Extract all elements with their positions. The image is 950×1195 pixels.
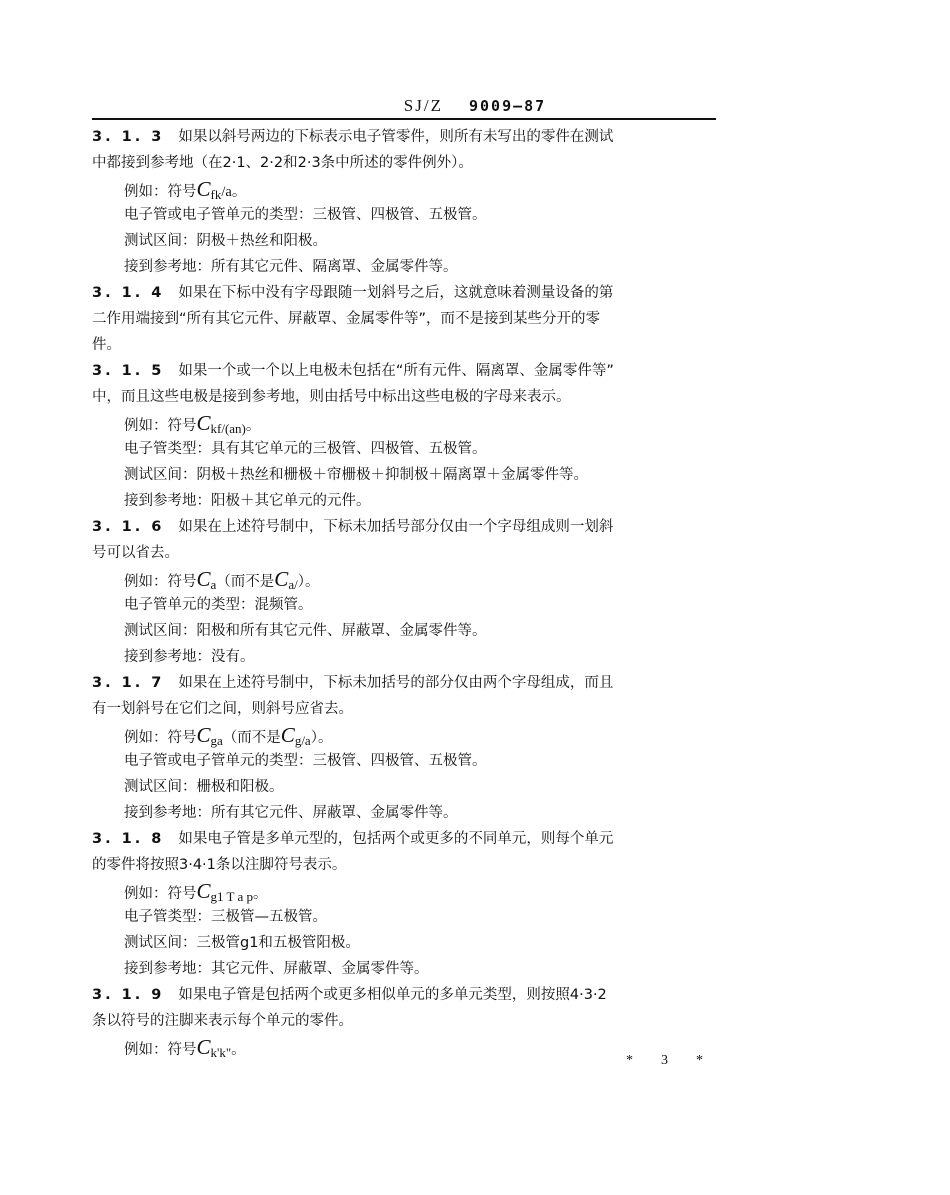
paragraph-line: 中，而且这些电极是接到参考地，则由括号中标出这些电极的字母来表示。	[92, 389, 571, 405]
clause-3-1-8	[92, 826, 716, 852]
test-range-line: 测试区间：阴极＋热丝和栅极＋帘栅极＋抑制极＋隔离罩＋金属零件等。	[124, 467, 588, 483]
symbol-alt: C	[274, 567, 289, 591]
test-range-line: 测试区间：三极管g1和五极管阳极。	[124, 935, 360, 951]
page-footer	[612, 1053, 717, 1069]
symbol-alt-subscript: a/	[288, 577, 298, 592]
example-label: 例如：符号	[124, 184, 197, 200]
example-line	[92, 566, 716, 592]
clause-3-1-6	[92, 514, 716, 540]
example-suffix: /a。	[221, 184, 247, 200]
example-note: （而不是	[222, 730, 281, 746]
standard-prefix: SJ/Z	[403, 96, 443, 115]
clause-text: 如果在上述符号制中，下标未加括号的部分仅由两个字母组成，而且	[178, 675, 614, 691]
symbol-subscript: ga	[210, 733, 223, 748]
clause-3-1-3	[92, 124, 716, 150]
example-suffix: 。	[253, 886, 268, 902]
paragraph-line: 件。	[92, 337, 121, 353]
standard-code: 9009—87	[468, 97, 547, 115]
example-label: 例如：符号	[124, 574, 197, 590]
tube-type-line: 电子管类型：具有其它单元的三极管、四极管、五极管。	[124, 441, 487, 457]
clause-text: 如果以斜号两边的下标表示电子管零件，则所有未写出的零件在测试	[178, 129, 614, 145]
symbol: C	[196, 723, 211, 747]
example-label: 例如：符号	[124, 1042, 197, 1058]
clause-number: 3. 1. 8	[92, 831, 165, 847]
footer-star-left: *	[626, 1053, 633, 1068]
reference-ground-line: 接到参考地：所有其它元件、隔离罩、金属零件等。	[124, 259, 458, 275]
document-body	[92, 124, 716, 1060]
clause-text: 如果电子管是包括两个或更多相似单元的多单元类型，则按照4·3·2	[178, 987, 607, 1003]
symbol-subscript: kf/(an)	[210, 421, 246, 436]
footer-star-right: *	[696, 1053, 703, 1068]
clause-3-1-5	[92, 358, 716, 384]
symbol-subscript: g1 T a p	[210, 889, 254, 904]
clause-3-1-7	[92, 670, 716, 696]
symbol: C	[196, 879, 211, 903]
page-header	[0, 96, 950, 116]
test-range-line: 测试区间：阳极和所有其它元件、屏蔽罩、金属零件等。	[124, 623, 487, 639]
reference-ground-line: 接到参考地：所有其它元件、屏蔽罩、金属零件等。	[124, 805, 458, 821]
symbol: C	[196, 1035, 211, 1059]
example-suffix: ）。	[310, 730, 333, 746]
tube-type-line: 电子管或电子管单元的类型：三极管、四极管、五极管。	[124, 207, 487, 223]
tube-type-line: 电子管类型：三极管—五极管。	[124, 909, 327, 925]
clause-text: 如果一个或一个以上电极未包括在“所有元件、隔离罩、金属零件等”	[178, 363, 614, 379]
example-label: 例如：符号	[124, 886, 197, 902]
symbol: C	[196, 411, 211, 435]
example-note: （而不是	[216, 574, 275, 590]
example-line	[92, 878, 716, 904]
page-number: 3	[661, 1053, 668, 1068]
paragraph-line: 有一划斜号在它们之间，则斜号应省去。	[92, 701, 353, 717]
header-rule	[92, 118, 716, 120]
paragraph-line: 的零件将按照3·4·1条以注脚符号表示。	[92, 857, 347, 873]
example-line	[92, 410, 716, 436]
symbol-subscript: fk	[210, 187, 222, 202]
paragraph-line: 中都接到参考地（在2·1、2·2和2·3条中所述的零件例外）。	[92, 155, 473, 171]
test-range-line: 测试区间：阴极＋热丝和阳极。	[124, 233, 327, 249]
symbol-subscript: a	[210, 577, 217, 592]
test-range-line: 测试区间：栅极和阳极。	[124, 779, 284, 795]
reference-ground-line: 接到参考地：其它元件、屏蔽罩、金属零件等。	[124, 961, 429, 977]
example-suffix: 。	[245, 418, 261, 434]
symbol-alt: C	[280, 723, 295, 747]
reference-ground-line: 接到参考地：没有。	[124, 649, 255, 665]
clause-number: 3. 1. 3	[92, 129, 165, 145]
symbol: C	[196, 567, 211, 591]
clause-text: 如果在上述符号制中，下标未加括号部分仅由一个字母组成则一划斜	[178, 519, 614, 535]
tube-type-line: 电子管单元的类型：混频管。	[124, 597, 313, 613]
clause-number: 3. 1. 4	[92, 285, 165, 301]
clause-3-1-4	[92, 280, 716, 306]
reference-ground-line: 接到参考地：阳极＋其它单元的元件。	[124, 493, 371, 509]
clause-number: 3. 1. 6	[92, 519, 165, 535]
clause-text: 如果在下标中没有字母跟随一划斜号之后，这就意味着测量设备的第	[178, 285, 614, 301]
example-label: 例如：符号	[124, 730, 197, 746]
symbol-alt-subscript: g/a	[294, 733, 311, 748]
clause-number: 3. 1. 5	[92, 363, 165, 379]
paragraph-line: 条以符号的注脚来表示每个单元的零件。	[92, 1013, 353, 1029]
paragraph-line: 二作用端接到“所有其它元件、屏蔽罩、金属零件等”，而不是接到某些分开的零	[92, 311, 601, 327]
example-line	[92, 722, 716, 748]
example-suffix: 。	[231, 1042, 246, 1058]
paragraph-line: 号可以省去。	[92, 545, 179, 561]
example-label: 例如：符号	[124, 418, 197, 434]
symbol-subscript: k'k"	[210, 1045, 232, 1060]
clause-text: 如果电子管是多单元型的，包括两个或更多的不同单元，则每个单元	[178, 831, 614, 847]
symbol: C	[196, 177, 211, 201]
clause-3-1-9	[92, 982, 716, 1008]
clause-number: 3. 1. 7	[92, 675, 165, 691]
tube-type-line: 电子管或电子管单元的类型：三极管、四极管、五极管。	[124, 753, 487, 769]
example-line	[92, 176, 716, 202]
clause-number: 3. 1. 9	[92, 987, 165, 1003]
example-suffix: ）。	[297, 574, 320, 590]
